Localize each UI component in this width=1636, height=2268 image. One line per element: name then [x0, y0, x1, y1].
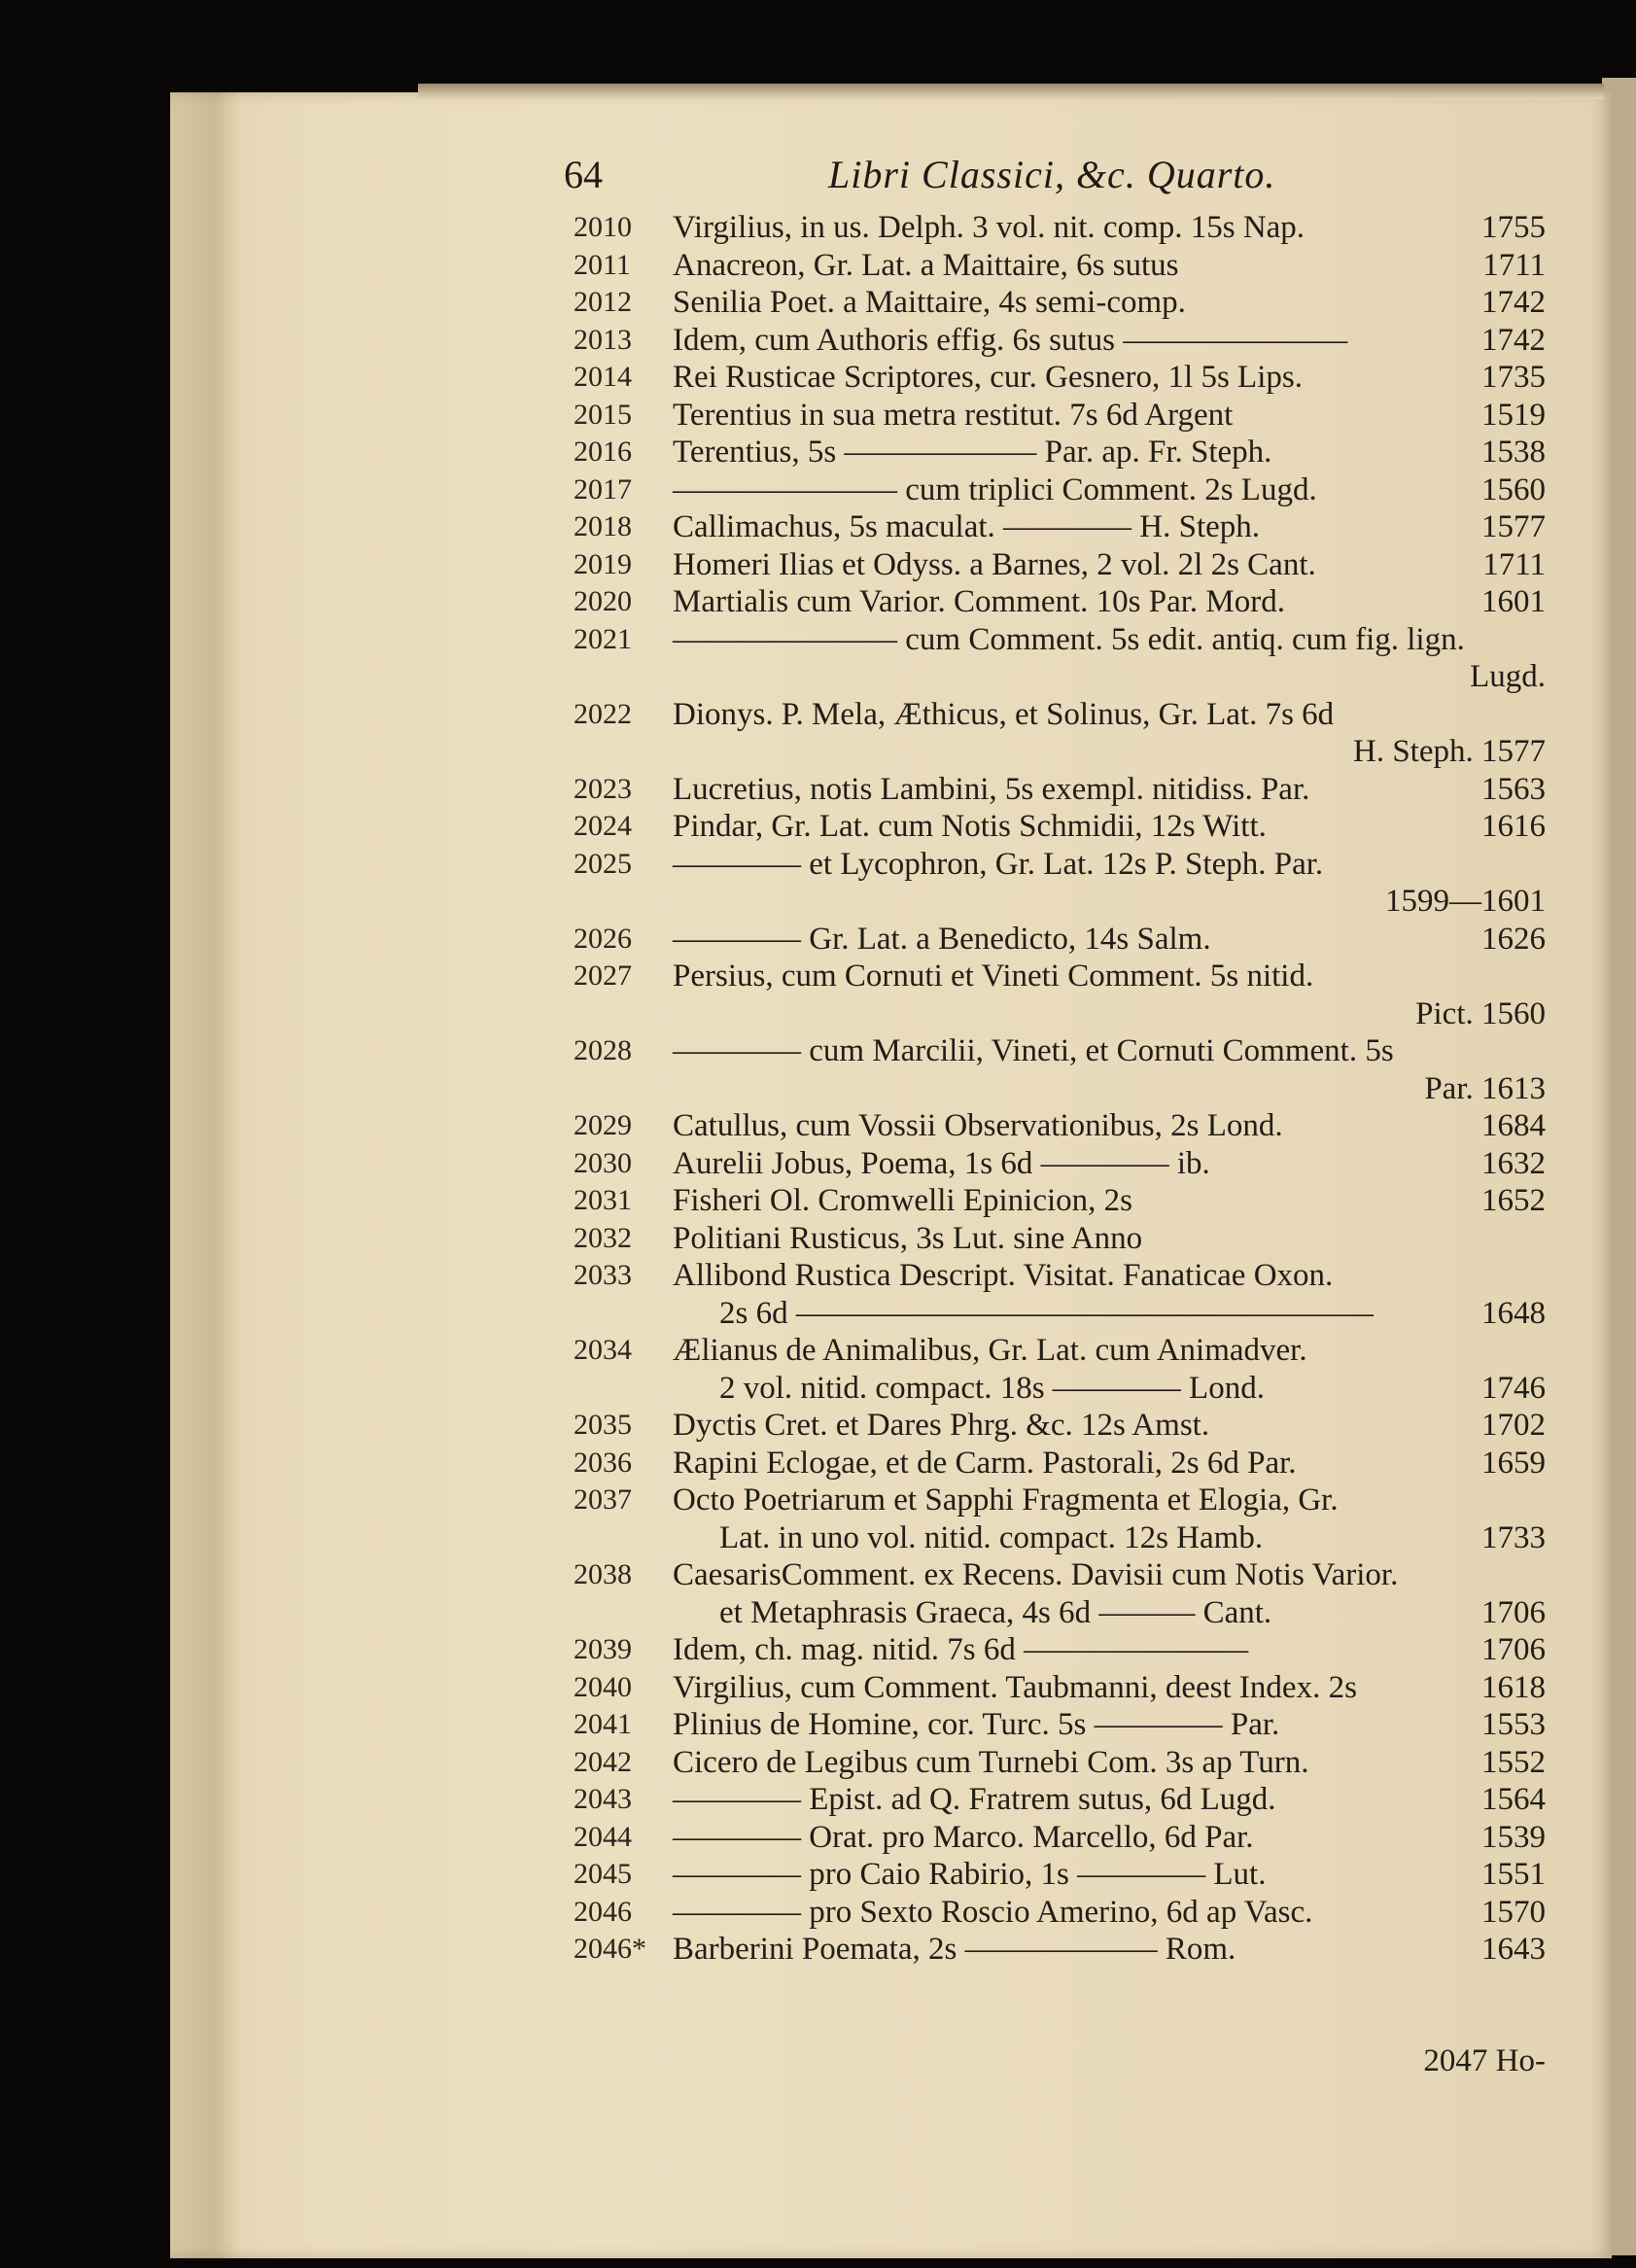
entry-line [574, 1182, 1546, 1220]
entry-text: Persius, cum Cornuti et Vineti Comment. 5s nitid. [673, 959, 1314, 994]
lot-number: 2023 [574, 772, 632, 805]
lot-number: 2030 [574, 1146, 632, 1179]
lot-number: 2017 [574, 472, 632, 506]
entry-date: 1539 [1481, 1819, 1546, 1855]
entry-line [574, 1482, 1546, 1519]
entry-date: 1618 [1481, 1669, 1546, 1705]
lot-number: 2031 [574, 1184, 632, 1216]
entry-text: Terentius in sua metra restitut. 7s 6d Argent [673, 397, 1234, 433]
entry-line [574, 1669, 1546, 1707]
entry-date: 1551 [1481, 1857, 1546, 1892]
entry-line [574, 958, 1546, 995]
entry-date: 1706 [1481, 1632, 1546, 1667]
page-number: 64 [564, 153, 603, 196]
entry-line [574, 1519, 1546, 1557]
entry-text: Aurelii Jobus, Poema, 1s 6d ———— ib. [673, 1145, 1210, 1181]
entry-text: Barberini Poemata, 2s —————— Rom. [673, 1932, 1236, 1967]
entry-line [574, 1370, 1546, 1408]
entry-text: 2 vol. nitid. compact. 18s ———— Lond. [719, 1370, 1265, 1406]
lot-number: 2026 [574, 922, 632, 955]
entry-date: 1564 [1481, 1782, 1546, 1817]
entry-text: ———— pro Caio Rabirio, 1s ———— Lut. [673, 1857, 1267, 1892]
entry-date: 1570 [1481, 1894, 1546, 1930]
lot-number: 2020 [574, 585, 632, 617]
entry-line [574, 808, 1546, 846]
entry-text: Virgilius, in us. Delph. 3 vol. nit. comp. 15s Nap. [673, 210, 1305, 245]
lot-number: 2042 [574, 1745, 632, 1778]
entry-line [574, 883, 1546, 921]
entry-date: 1648 [1481, 1295, 1546, 1331]
entry-line [574, 284, 1546, 322]
entry-line [574, 921, 1546, 959]
entry-date: 1684 [1481, 1108, 1546, 1143]
entry-line [574, 1070, 1546, 1108]
entry-line [574, 1819, 1546, 1857]
entry-text: ——————— cum triplici Comment. 2s Lugd. [673, 471, 1317, 507]
entry-date: 1659 [1481, 1445, 1546, 1481]
entry-text: Idem, cum Authoris effig. 6s sutus ——————— [673, 322, 1348, 358]
page-header [564, 152, 1536, 200]
lot-number: 2046 [574, 1895, 632, 1928]
lot-number: 2046* [574, 1933, 646, 1965]
entry-text: Politiani Rusticus, 3s Lut. sine Anno [673, 1220, 1143, 1256]
entry-text: Martialis cum Varior. Comment. 10s Par. Mord. [673, 584, 1286, 619]
running-head: Libri Classici, &c. Quarto. [828, 153, 1276, 196]
entry-line [574, 1744, 1546, 1782]
entry-line [574, 508, 1546, 546]
entry-date: 1742 [1481, 285, 1546, 320]
entry-line [574, 247, 1546, 285]
entry-line [574, 621, 1546, 659]
entry-line [574, 1257, 1546, 1295]
lot-number: 2045 [574, 1858, 632, 1890]
entry-line [574, 471, 1546, 509]
entry-text: Lucretius, notis Lambini, 5s exempl. nitidiss. Par. [673, 771, 1310, 807]
entry-date: 1733 [1481, 1519, 1546, 1555]
entry-text: Fisheri Ol. Cromwelli Epinicion, 2s [673, 1183, 1132, 1218]
lot-number: 2024 [574, 810, 632, 842]
entry-text: Dyctis Cret. et Dares Phrg. &c. 12s Amst. [673, 1408, 1210, 1443]
entry-text: Idem, ch. mag. nitid. 7s 6d ——————— [673, 1632, 1249, 1667]
entry-text: Lat. in uno vol. nitid. compact. 12s Hamb. [719, 1519, 1264, 1555]
entry-text: Catullus, cum Vossii Observationibus, 2s Lond. [673, 1108, 1283, 1143]
entry-date: Pict. 1560 [1415, 995, 1546, 1031]
lot-number: 2021 [574, 622, 632, 655]
lot-number: 2022 [574, 697, 632, 730]
entry-text: Plinius de Homine, cor. Turc. 5s ———— Par. [673, 1707, 1280, 1742]
entry-date: 1553 [1481, 1707, 1546, 1742]
entry-line [574, 1032, 1546, 1070]
entry-text: Rapini Eclogae, et de Carm. Pastorali, 2s 6d Par. [673, 1445, 1297, 1481]
entry-line [574, 1856, 1546, 1894]
entry-line [574, 322, 1546, 360]
entry-line [574, 1107, 1546, 1145]
entry-date: 1643 [1481, 1932, 1546, 1967]
lot-number: 2037 [574, 1483, 632, 1516]
entry-line [574, 1706, 1546, 1744]
entry-text: Senilia Poet. a Maittaire, 4s semi-comp. [673, 285, 1186, 320]
entry-line [574, 1407, 1546, 1445]
entry-text: ——————— cum Comment. 5s edit. antiq. cum fig. lign. [673, 621, 1465, 657]
entry-line [574, 1556, 1546, 1594]
entry-line [574, 846, 1546, 884]
entry-line [574, 1145, 1546, 1183]
entry-text: ———— Gr. Lat. a Benedicto, 14s Salm. [673, 921, 1211, 957]
entry-date: 1577 [1481, 509, 1546, 544]
entry-line [574, 696, 1546, 734]
entry-text: et Metaphrasis Graeca, 4s 6d ——— Cant. [719, 1594, 1272, 1630]
lot-number: 2034 [574, 1334, 632, 1366]
lot-number: 2035 [574, 1409, 632, 1441]
entry-text: Homeri Ilias et Odyss. a Barnes, 2 vol. 2l 2s Cant. [673, 546, 1316, 582]
lot-number: 2016 [574, 436, 632, 468]
lot-number: 2014 [574, 361, 632, 393]
lot-number: 2018 [574, 510, 632, 542]
entry-text: Cicero de Legibus cum Turnebi Com. 3s ap Turn. [673, 1744, 1309, 1780]
lot-number: 2041 [574, 1708, 632, 1740]
lot-number: 2015 [574, 398, 632, 431]
entry-date: 1538 [1481, 435, 1546, 470]
entry-date: 1652 [1481, 1183, 1546, 1218]
entry-date: 1563 [1481, 771, 1546, 807]
entry-text: CaesarisComment. ex Recens. Davisii cum Notis Varior. [673, 1557, 1399, 1592]
entry-text: Octo Poetriarum et Sapphi Fragmenta et Elogia, Gr. [673, 1483, 1339, 1518]
entry-date: 1560 [1481, 471, 1546, 507]
entry-text: ———— Epist. ad Q. Fratrem sutus, 6d Lugd. [673, 1782, 1276, 1817]
entry-text: Anacreon, Gr. Lat. a Maittaire, 6s sutus [673, 247, 1179, 283]
entry-date: 1746 [1481, 1370, 1546, 1406]
entry-line [574, 1781, 1546, 1819]
entry-line [574, 546, 1546, 584]
lot-number: 2025 [574, 847, 632, 880]
entry-line [574, 1445, 1546, 1483]
lot-number: 2019 [574, 547, 632, 580]
lot-number: 2040 [574, 1670, 632, 1703]
entry-date: 1735 [1481, 360, 1546, 395]
entry-text: ———— pro Sexto Roscio Amerino, 6d ap Vasc. [673, 1894, 1313, 1930]
lot-number: 2028 [574, 1034, 632, 1066]
entry-date: 1711 [1482, 247, 1546, 283]
entry-line [574, 771, 1546, 809]
entry-text: Allibond Rustica Descript. Visitat. Fanaticae Oxon. [673, 1258, 1334, 1293]
entry-date: 1626 [1481, 921, 1546, 957]
entry-line [574, 1631, 1546, 1669]
entry-date: Lugd. [1470, 659, 1546, 694]
entry-line [574, 209, 1546, 247]
entry-date: 1702 [1481, 1408, 1546, 1443]
lot-number: 2036 [574, 1446, 632, 1479]
entry-line [574, 1220, 1546, 1258]
lot-number: 2044 [574, 1820, 632, 1853]
entry-line [574, 733, 1546, 771]
lot-number: 2043 [574, 1783, 632, 1815]
entry-line [574, 1894, 1546, 1932]
entry-date: 1706 [1481, 1594, 1546, 1630]
lot-number: 2033 [574, 1259, 632, 1291]
entry-line [574, 359, 1546, 397]
entry-line [574, 1332, 1546, 1370]
entry-line [574, 1295, 1546, 1333]
entry-date: Par. 1613 [1424, 1070, 1546, 1106]
entry-text: ———— cum Marcilii, Vineti, et Cornuti Comment. 5s [673, 1033, 1394, 1068]
catchword-line [574, 2041, 1546, 2080]
entry-line [574, 397, 1546, 435]
entry-text: Virgilius, cum Comment. Taubmanni, deest Index. 2s [673, 1669, 1357, 1705]
catchword: 2047 Ho- [1423, 2043, 1546, 2078]
entry-date: 1632 [1481, 1145, 1546, 1181]
lot-number: 2032 [574, 1221, 632, 1254]
lot-number: 2010 [574, 211, 632, 243]
entry-text: Callimachus, 5s maculat. ———— H. Steph. [673, 509, 1261, 544]
lot-number: 2011 [574, 248, 631, 281]
entry-text: Rei Rusticae Scriptores, cur. Gesnero, 1l 5s Lips. [673, 360, 1303, 395]
entry-line [574, 658, 1546, 696]
entry-text: Pindar, Gr. Lat. cum Notis Schmidii, 12s Witt. [673, 809, 1267, 844]
entry-date: 1742 [1481, 322, 1546, 358]
catalogue-entries [574, 209, 1546, 1969]
entry-date: 1616 [1481, 809, 1546, 844]
entry-date: 1711 [1482, 546, 1546, 582]
entry-date: 1601 [1481, 584, 1546, 619]
lot-number: 2012 [574, 286, 632, 318]
entry-date: H. Steph. 1577 [1353, 734, 1546, 769]
entry-text: ———— et Lycophron, Gr. Lat. 12s P. Steph. Par. [673, 846, 1324, 882]
entry-text: Dionys. P. Mela, Æthicus, et Solinus, Gr. Lat. 7s 6d [673, 696, 1335, 732]
lot-number: 2027 [574, 960, 632, 992]
entry-text: ———— Orat. pro Marco. Marcello, 6d Par. [673, 1819, 1254, 1855]
entry-line [574, 434, 1546, 471]
lot-number: 2029 [574, 1109, 632, 1141]
entry-text: Terentius, 5s —————— Par. ap. Fr. Steph. [673, 435, 1272, 470]
entry-date: 1599—1601 [1385, 884, 1546, 919]
lot-number: 2038 [574, 1558, 632, 1590]
entry-date: 1552 [1481, 1744, 1546, 1780]
lot-number: 2013 [574, 323, 632, 356]
page-top-edge [418, 84, 1604, 99]
entry-text: Ælianus de Animalibus, Gr. Lat. cum Animadver. [673, 1333, 1307, 1368]
entry-date: 1519 [1481, 397, 1546, 433]
entry-text: 2s 6d —————————————————— [719, 1295, 1374, 1331]
entry-line [574, 995, 1546, 1033]
entry-line [574, 1931, 1546, 1969]
entry-date: 1755 [1481, 210, 1546, 245]
entry-line [574, 1594, 1546, 1632]
lot-number: 2039 [574, 1633, 632, 1665]
entry-line [574, 583, 1546, 621]
